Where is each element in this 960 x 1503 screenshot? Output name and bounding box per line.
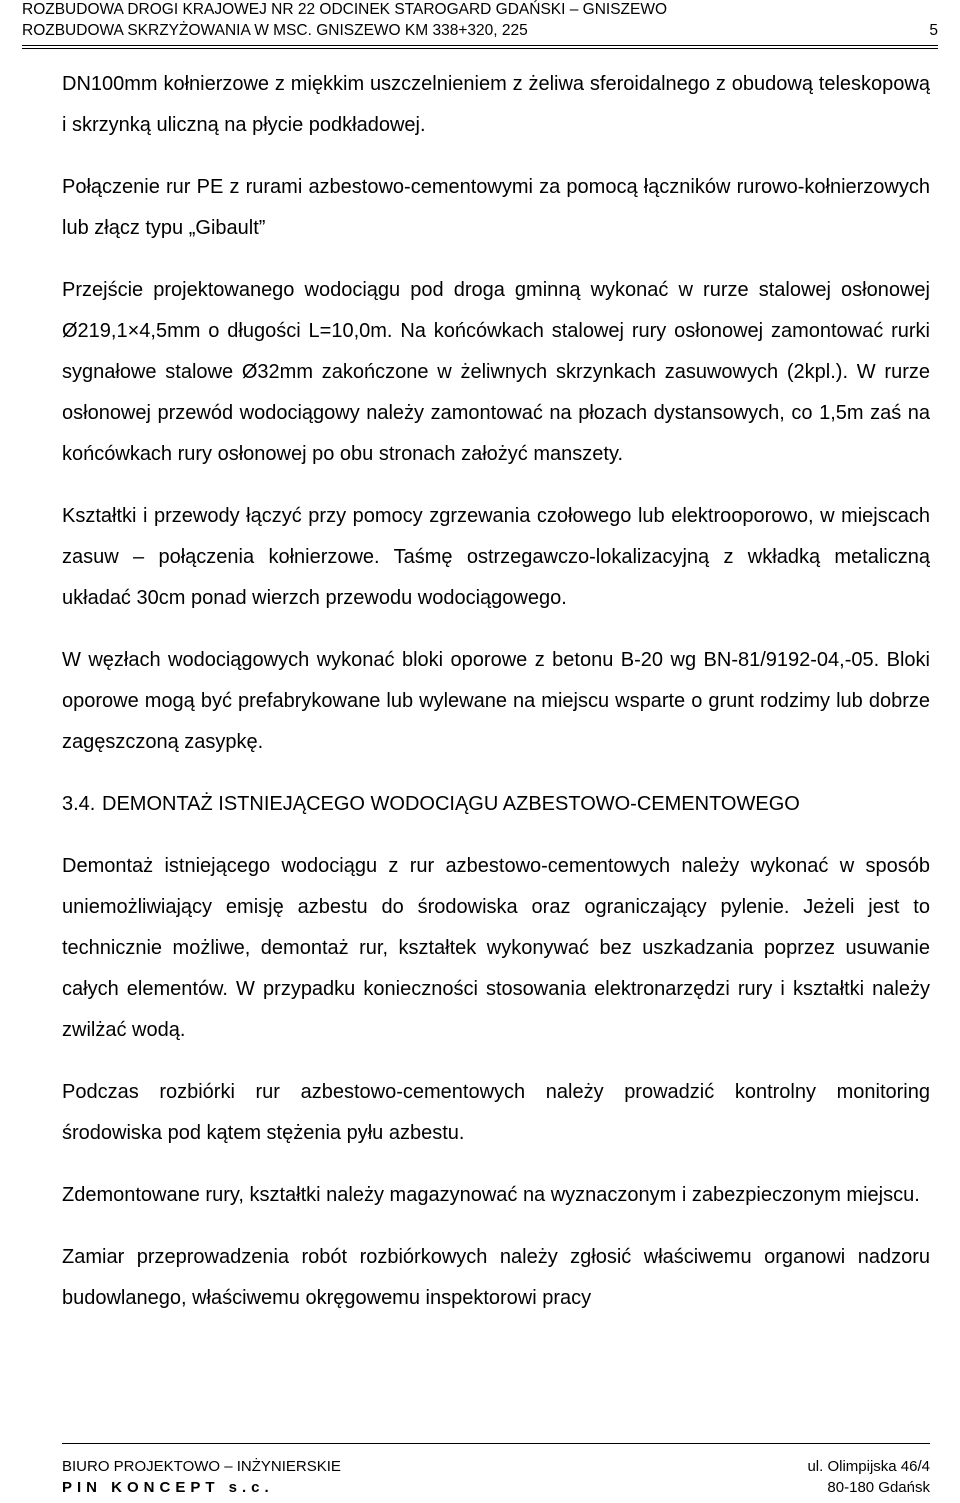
header-divider: [22, 45, 938, 46]
footer-company-type: BIURO PROJEKTOWO – INŻYNIERSKIE: [62, 1458, 341, 1475]
footer-row-1: [62, 1456, 930, 1477]
body-paragraph: Kształtki i przewody łączyć przy pomocy zgrzewania czołowego lub elektrooporowo, w miejscach zasuw – połączenia kołnierzowe. Taśmę ostrzegawczo-lokalizacyjną z wkładką metaliczną układać 30cm ponad wierzch przewodu wodociągowego.: [62, 505, 930, 609]
header-project-subtitle: ROZBUDOWA SKRZYŻOWANIA W MSC. GNISZEWO KM 338+320, 225: [22, 22, 528, 39]
header-project-title: ROZBUDOWA DROGI KRAJOWEJ NR 22 ODCINEK STAROGARD GDAŃSKI – GNISZEWO: [22, 1, 668, 18]
footer-row-2: [62, 1477, 930, 1498]
header-divider-secondary: [22, 48, 938, 49]
footer-city: 80-180 Gdańsk: [827, 1479, 930, 1496]
section-number: 3.4.: [62, 793, 96, 815]
section-paragraph: Podczas rozbiórki rur azbestowo-cementowych należy prowadzić kontrolny monitoring środowiska pod kątem stężenia pyłu azbestu.: [62, 1081, 930, 1144]
section-title: DEMONTAŻ ISTNIEJĄCEGO WODOCIĄGU AZBESTOWO-CEMENTOWEGO: [102, 793, 800, 815]
body-paragraph: DN100mm kołnierzowe z miękkim uszczelnieniem z żeliwa sferoidalnego z obudową teleskopową i skrzynką uliczną na płycie podkładowej.: [62, 73, 930, 136]
document-body: [62, 64, 930, 1340]
section-heading: [62, 784, 930, 825]
footer-street: ul. Olimpijska 46/4: [807, 1458, 930, 1475]
section-paragraph: Zdemontowane rury, kształtki należy magazynować na wyznaczonym i zabezpieczonym miejscu.: [62, 1184, 920, 1206]
body-paragraph: Połączenie rur PE z rurami azbestowo-cementowymi za pomocą łączników rurowo-kołnierzowych lub złącz typu „Gibault”: [62, 176, 930, 239]
page-footer: [62, 1443, 930, 1498]
body-paragraph: W węzłach wodociągowych wykonać bloki oporowe z betonu B-20 wg BN-81/9192-04,-05. Bloki oporowe mogą być prefabrykowane lub wylewane na miejscu wsparte o grunt rodzimy lub dobrze zagęszczoną zasypkę.: [62, 649, 930, 753]
page-number: 5: [929, 22, 938, 39]
section-paragraph: Demontaż istniejącego wodociągu z rur azbestowo-cementowych należy wykonać w sposób uniemożliwiający emisję azbestu do środowiska oraz ograniczający pylenie. Jeżeli jest to technicznie możliwe, demontaż rur, kształtek wykonywać bez uszkadzania poprzez usuwanie całych elementów. W przypadku konieczności stosowania elektronarzędzi rury i kształtki należy zwilżać wodą.: [62, 855, 930, 1041]
footer-company-name: PIN KONCEPT s.c.: [62, 1479, 274, 1496]
body-paragraph: Przejście projektowanego wodociągu pod droga gminną wykonać w rurze stalowej osłonowej Ø219,1×4,5mm o długości L=10,0m. Na końcówkach stalowej rury osłonowej zamontować rurki sygnałowe stalowe Ø32mm zakończone w żeliwnych skrzynkach zasuwowych (2kpl.). W rurze osłonowej przewód wodociągowy należy zamontować na płozach dystansowych, co 1,5m zaś na końcówkach rury osłonowej po obu stronach założyć manszety.: [62, 279, 930, 465]
section-paragraph: Zamiar przeprowadzenia robót rozbiórkowych należy zgłosić właściwemu organowi nadzoru budowlanego, właściwemu okręgowemu inspektorowi pracy: [62, 1246, 930, 1309]
footer-divider: [62, 1443, 930, 1444]
